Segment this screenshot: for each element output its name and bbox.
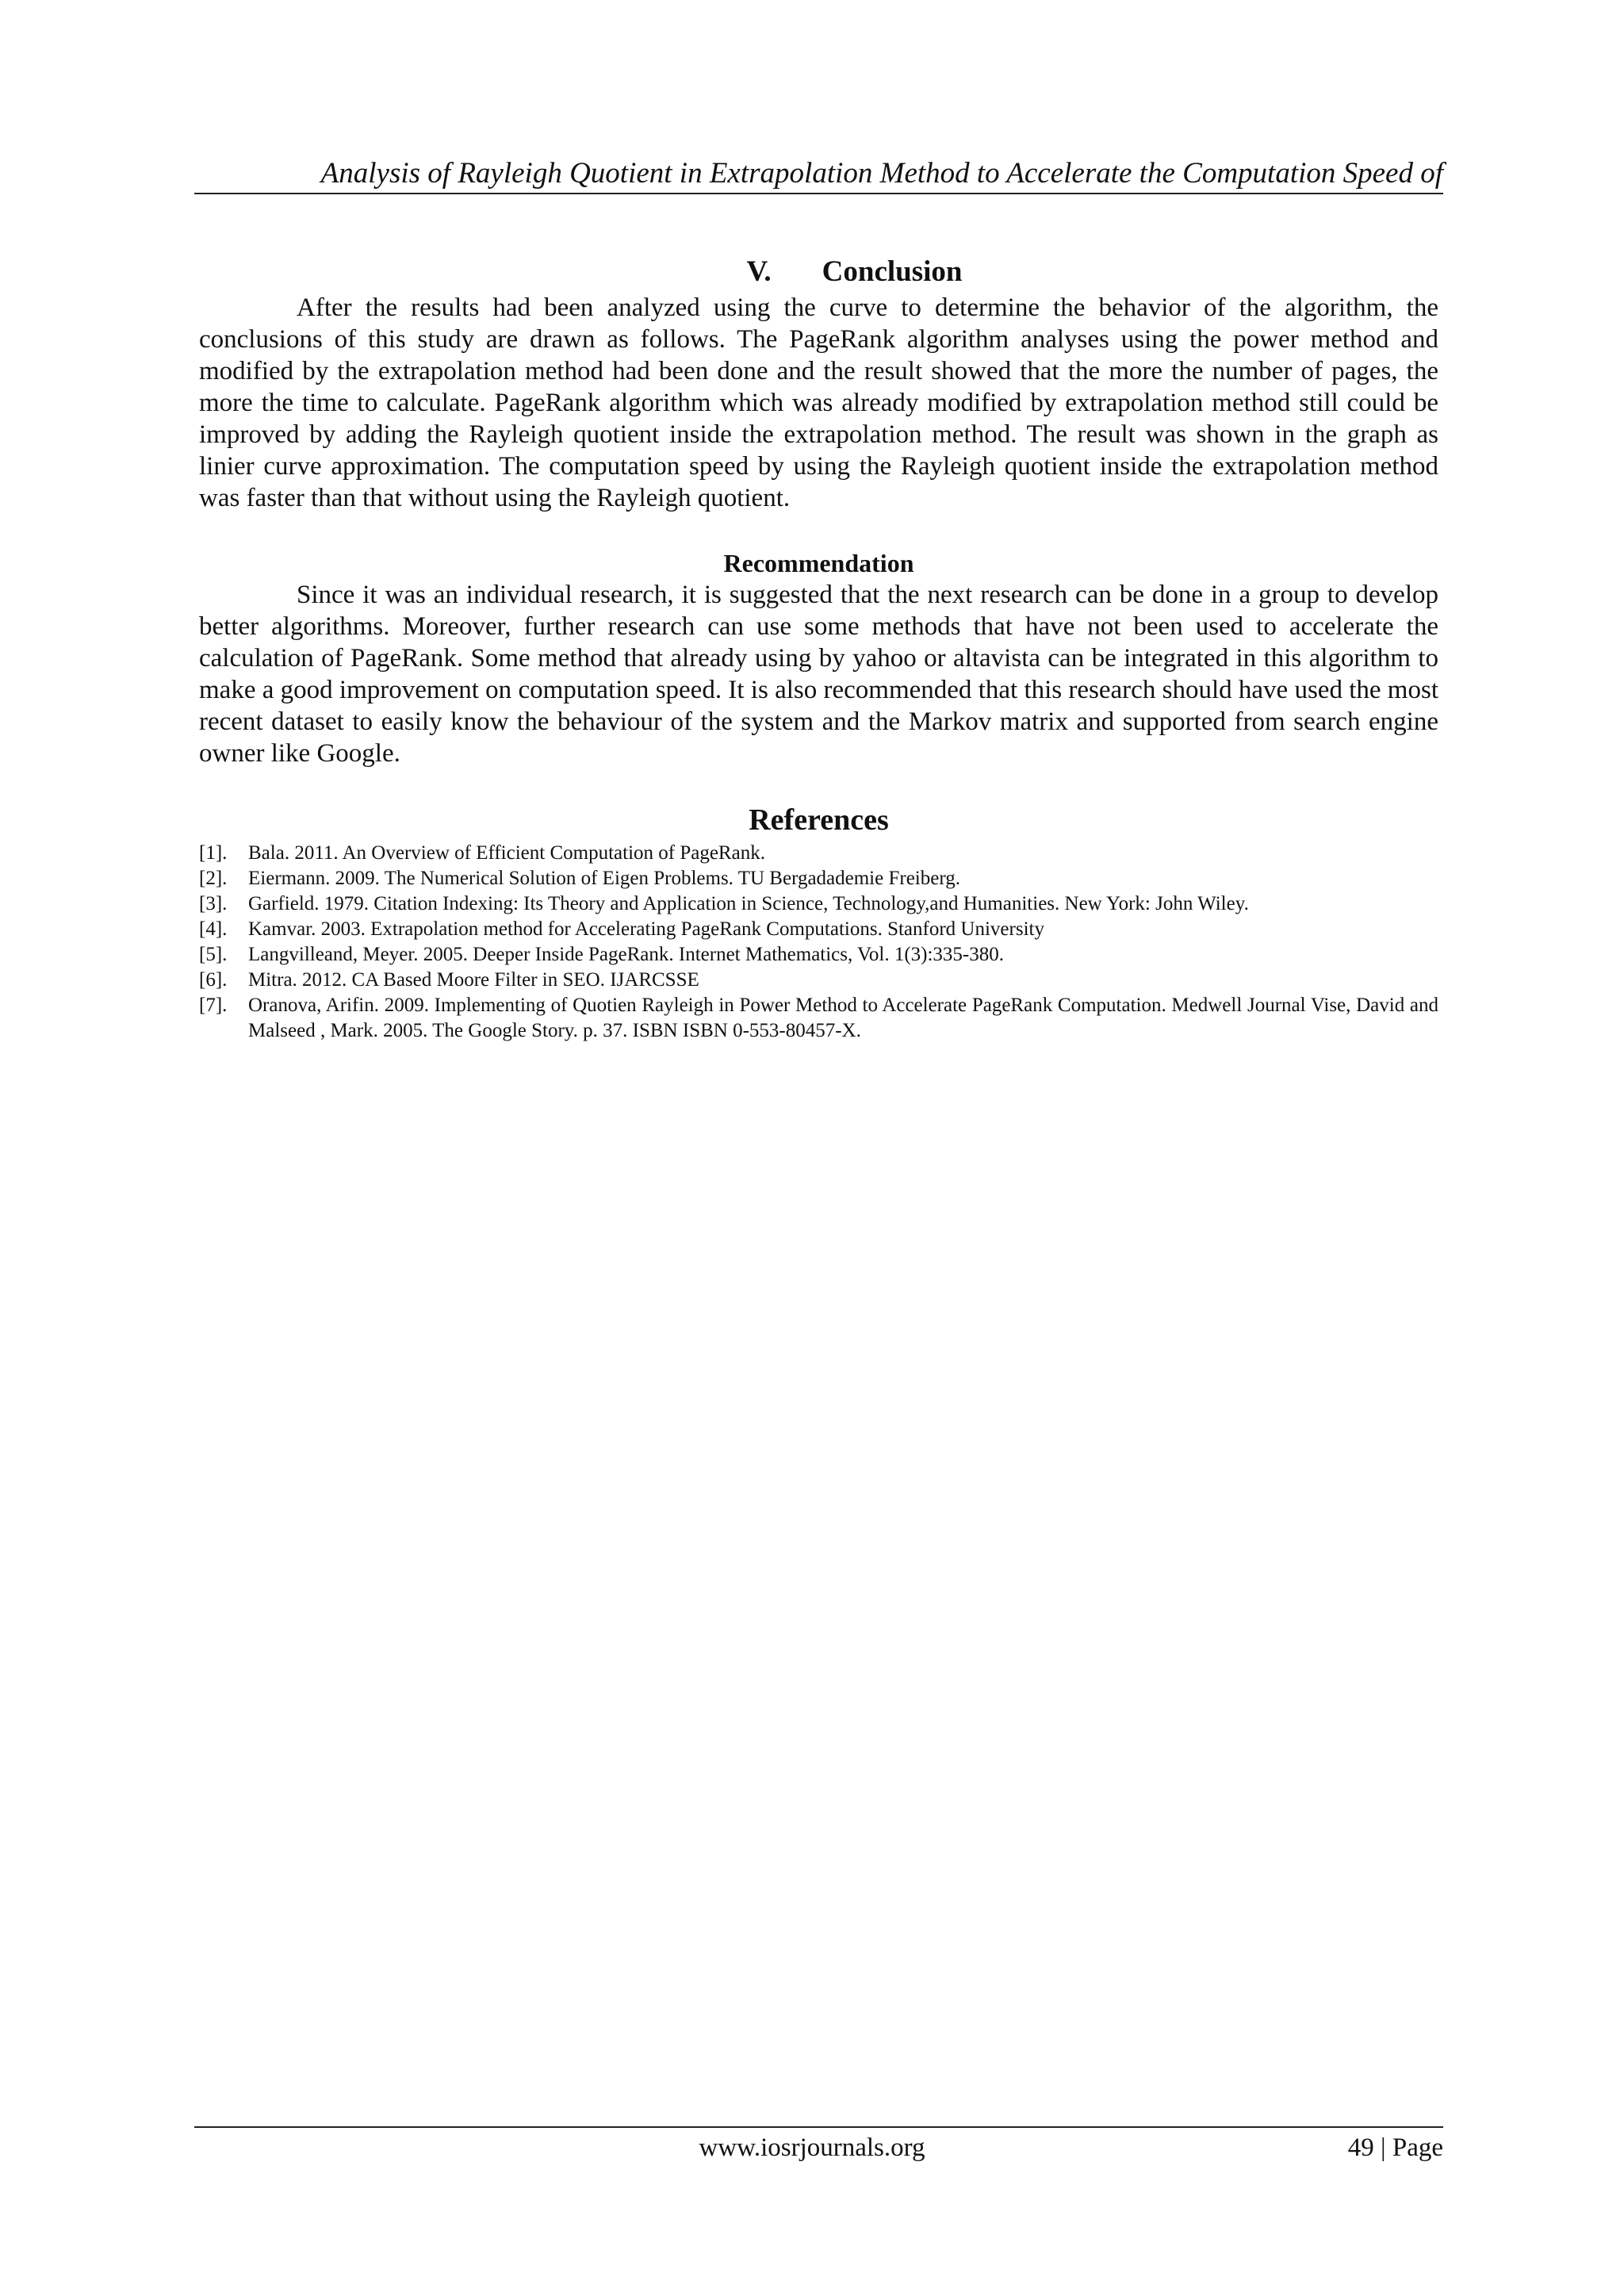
reference-text: Bala. 2011. An Overview of Efficient Computation of PageRank. <box>248 842 765 864</box>
main-content <box>199 252 1438 1044</box>
conclusion-paragraph: After the results had been analyzed using the curve to determine the behavior of the algorithm, the conclusions of this study are drawn as follows. The PageRank algorithm analyses using the power method and modified by the extrapolation method had been done and the result showed that the more the number of pages, the more the time to calculate. PageRank algorithm which was already modified by extrapolation method still could be improved by adding the Rayleigh quotient inside the extrapolation method. The result was shown in the graph as linier curve approximation. The computation speed by using the Rayleigh quotient inside the extrapolation method was faster than that without using the Rayleigh quotient. <box>199 293 1438 512</box>
reference-item <box>199 968 1438 993</box>
header-rule <box>194 193 1443 194</box>
page-number: 49 | Page <box>1347 2133 1443 2162</box>
section-number: V. <box>746 255 772 288</box>
reference-list <box>199 841 1438 1044</box>
conclusion-heading <box>199 252 1438 292</box>
reference-text: Garfield. 1979. Citation Indexing: Its Theory and Application in Science, Technology,and Humanities. New York: John Wiley. <box>248 893 1249 914</box>
reference-number: [1]. <box>199 842 228 864</box>
reference-text: Oranova, Arifin. 2009. Implementing of Quotien Rayleigh in Power Method to Accelerate PageRank Computation. Medwell Journal Vise, David and Malseed , Mark. 2005. The Google Story. p. 37. ISBN ISBN 0-553-80457-X. <box>248 995 1438 1041</box>
reference-number: [2]. <box>199 868 228 889</box>
references-heading: References <box>749 803 889 837</box>
reference-item <box>199 841 1438 866</box>
reference-number: [6]. <box>199 969 228 991</box>
reference-text: Langvilleand, Meyer. 2005. Deeper Inside PageRank. Internet Mathematics, Vol. 1(3):335-380. <box>248 944 1005 965</box>
running-header: Analysis of Rayleigh Quotient in Extrapolation Method to Accelerate the Computation Speed of <box>320 157 1443 190</box>
reference-number: [3]. <box>199 893 228 914</box>
reference-item <box>199 993 1438 1044</box>
recommendation-paragraph: Since it was an individual research, it is suggested that the next research can be done in a group to develop better algorithms. Moreover, further research can use some methods that have not been used to accelerate the calculation of PageRank. Some method that already using by yahoo or altavista can be integrated in this algorithm to make a good improvement on computation speed. It is also recommended that this research should have used the most recent dataset to easily know the behaviour of the system and the Markov matrix and supported from search engine owner like Google. <box>199 581 1438 768</box>
reference-item <box>199 942 1438 968</box>
reference-text: Mitra. 2012. CA Based Moore Filter in SEO. IJARCSSE <box>248 969 699 991</box>
reference-text: Eiermann. 2009. The Numerical Solution of Eigen Problems. TU Bergadademie Freiberg. <box>248 868 960 889</box>
reference-item <box>199 917 1438 942</box>
footer-url[interactable]: www.iosrjournals.org <box>699 2133 925 2162</box>
footer-rule <box>194 2126 1443 2128</box>
recommendation-heading: Recommendation <box>723 549 914 577</box>
reference-item <box>199 891 1438 917</box>
reference-number: [5]. <box>199 944 228 965</box>
reference-number: [7]. <box>199 995 228 1016</box>
reference-number: [4]. <box>199 918 228 940</box>
reference-text: Kamvar. 2003. Extrapolation method for Accelerating PageRank Computations. Stanford University <box>248 918 1044 940</box>
reference-item <box>199 866 1438 891</box>
section-title: Conclusion <box>822 255 963 288</box>
